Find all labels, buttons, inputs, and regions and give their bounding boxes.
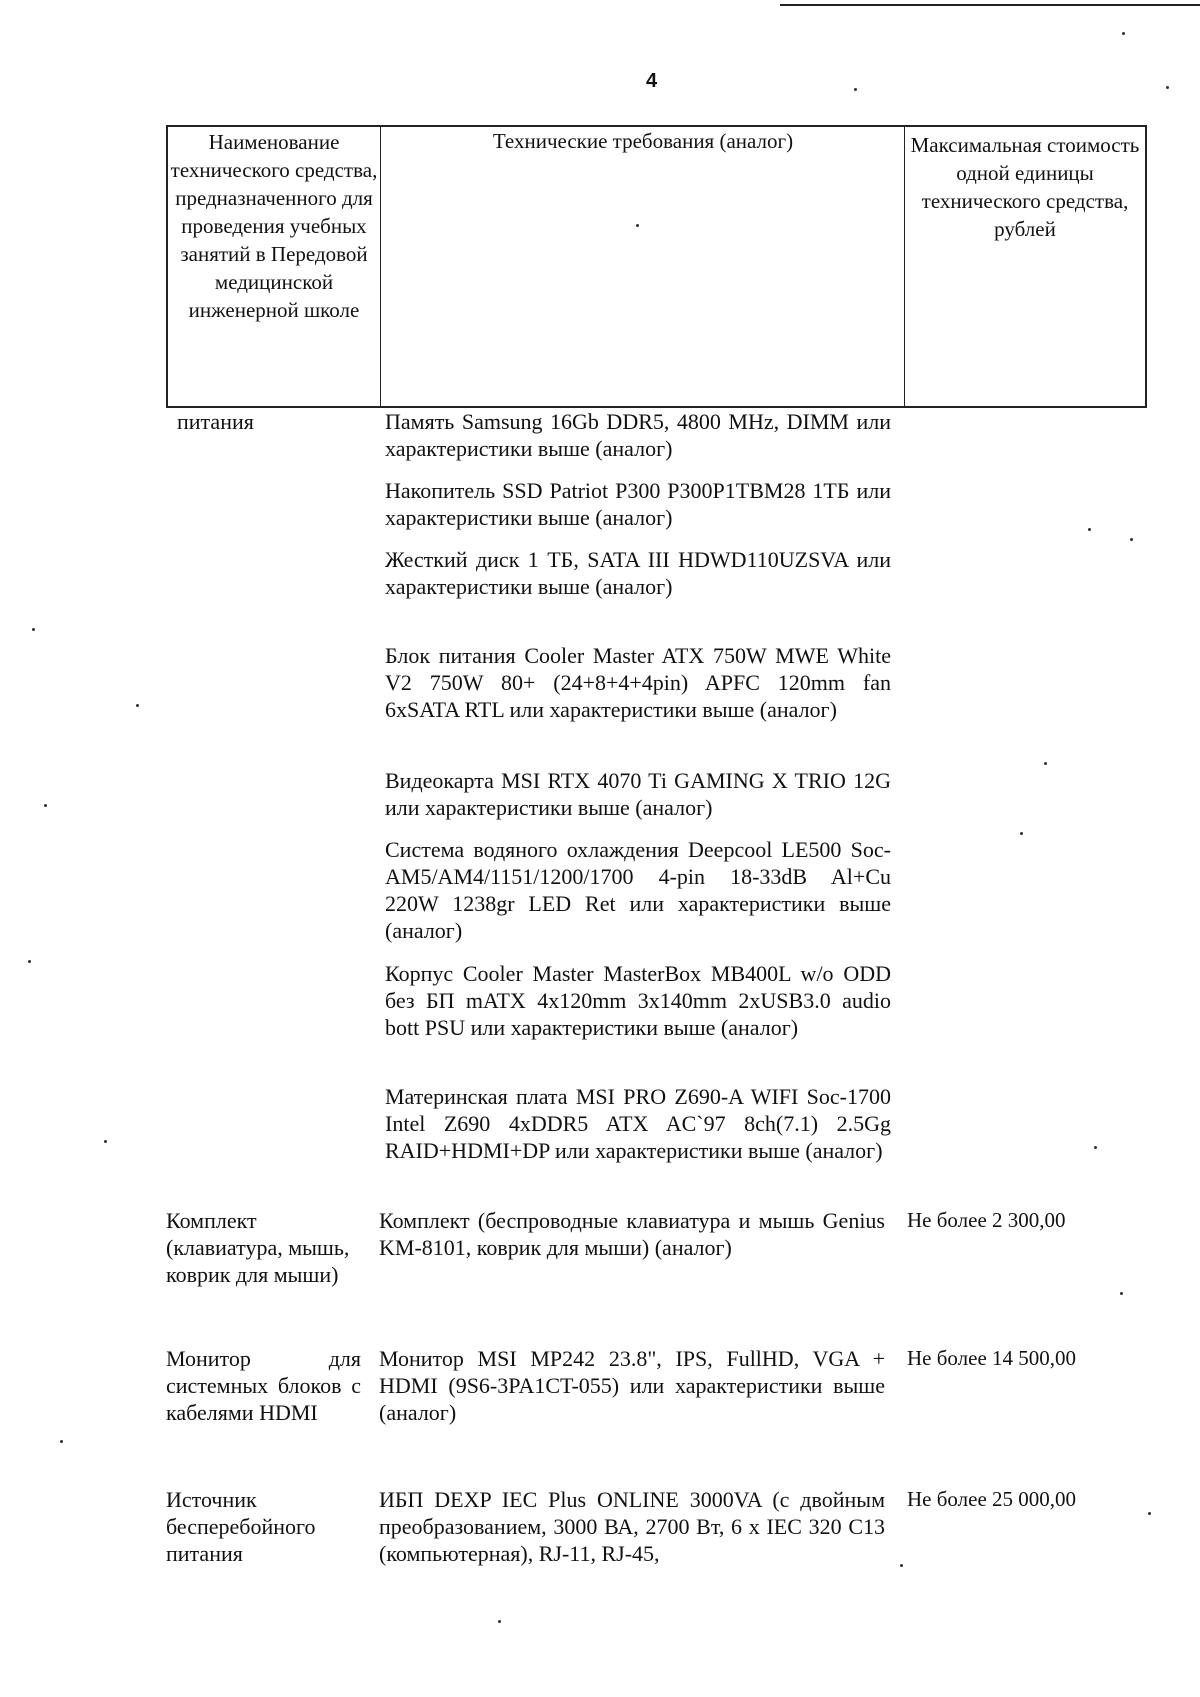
continued-item-name: питания — [177, 409, 254, 434]
spec-cooling: Система водяного охлаждения Deepcool LE500 Soc-AM5/AM4/1151/1200/1700 4-pin 18-33dB Al+Cu 220W 1238gr LED Ret или характеристики выше (аналог) — [385, 837, 891, 943]
top-border-line — [780, 4, 1200, 6]
row-ups-price: Не более 25 000,00 — [907, 1487, 1077, 1511]
row-ups-name: Источник бесперебойного питания — [166, 1487, 316, 1566]
row-keyboard-price: Не более 2 300,00 — [907, 1208, 1066, 1232]
row-keyboard-name: Комплект (клавиатура, мышь, коврик для мыши) — [166, 1208, 350, 1287]
spec-gpu: Видеокарта MSI RTX 4070 Ti GAMING X TRIO 12G или характеристики выше (аналог) — [385, 768, 891, 820]
header-requirements-column: Технические требования (аналог) — [380, 127, 905, 406]
spec-hdd: Жесткий диск 1 ТБ, SATA III HDWD110UZSVA или характеристики выше (аналог) — [385, 547, 891, 599]
row-ups-requirements: ИБП DEXP IEC Plus ONLINE 3000VA (с двойным преобразованием, 3000 ВА, 2700 Вт, 6 x IEC 320 C13 (компьютерная), RJ-11, RJ-45, — [379, 1487, 885, 1566]
spec-case: Корпус Cooler Master MasterBox MB400L w/o ODD без БП mATX 4x120mm 3x140mm 2xUSB3.0 audio bott PSU или характеристики выше (аналог) — [385, 961, 891, 1040]
page-number: 4 — [646, 70, 658, 92]
header-name-column: Наименование технического средства, предназначенного для проведения учебных занятий в Передовой медицинской инженерной школе — [170, 130, 378, 322]
spec-ssd: Накопитель SSD Patriot P300 P300P1TBM28 1ТБ или характеристики выше (аналог) — [385, 478, 891, 530]
spec-motherboard: Материнская плата MSI PRO Z690-A WIFI Soc-1700 Intel Z690 4xDDR5 ATX AC`97 8ch(7.1) 2.5Gg RAID+HDMI+DP или характеристики выше (аналог) — [385, 1084, 891, 1163]
row-keyboard-requirements: Комплект (беспроводные клавиатура и мышь Genius KM-8101, коврик для мыши) (аналог) — [379, 1208, 885, 1260]
table-header — [166, 125, 1147, 408]
spec-psu: Блок питания Cooler Master ATX 750W MWE White V2 750W 80+ (24+8+4+4pin) APFC 120mm fan 6xSATA RTL или характеристики выше (аналог) — [385, 643, 891, 722]
row-monitor-requirements: Монитор MSI MP242 23.8", IPS, FullHD, VGA + HDMI (9S6-3PA1CT-055) или характеристики выше (аналог) — [379, 1346, 885, 1425]
row-monitor-name: Монитор для системных блоков с кабелями HDMI — [166, 1346, 361, 1425]
row-monitor-price: Не более 14 500,00 — [907, 1346, 1077, 1370]
header-price-column: Максимальная стоимость одной единицы технического средства, рублей — [904, 127, 1145, 406]
spec-memory: Память Samsung 16Gb DDR5, 4800 MHz, DIMM или характеристики выше (аналог) — [385, 409, 891, 461]
